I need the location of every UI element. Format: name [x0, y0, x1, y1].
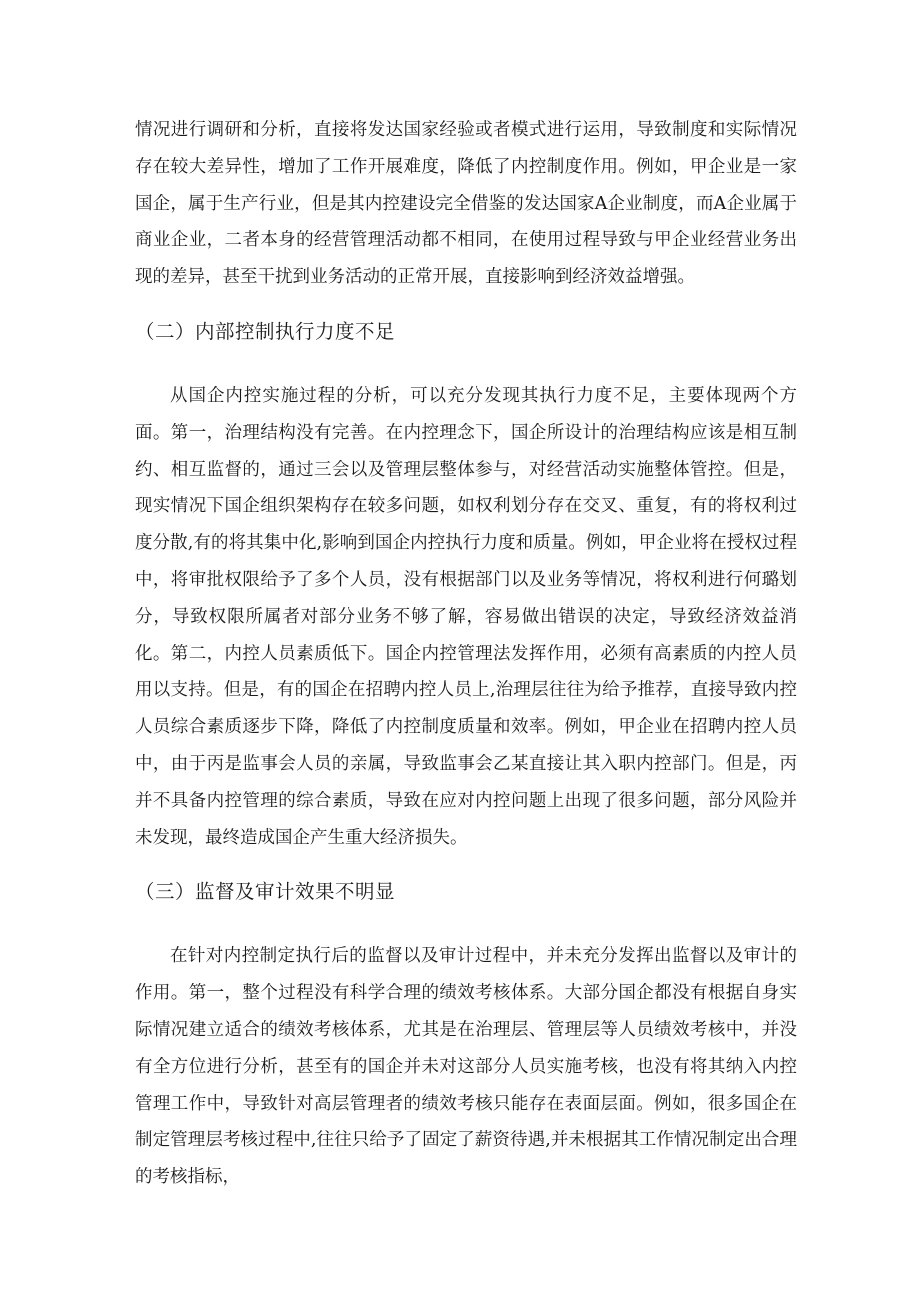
body-paragraph-1: 情况进行调研和分析，直接将发达国家经验或者模式进行运用，导致制度和实际情况存在较大差异性，增加了工作开展难度，降低了内控制度作用。例如，甲企业是一家国企，属于生产行业，但是其内控建设完全借鉴的发达国家A企业制度，而A企业属于商业企业，二者本身的经营管理活动都不相同，在使用过程导致与甲企业经营业务出现的差异，甚至干扰到业务活动的正常开展，直接影响到经济效益增强。: [135, 120, 797, 288]
body-paragraph-2: 从国企内控实施过程的分析，可以充分发现其执行力度不足，主要体现两个方面。第一，治理结构没有完善。在内控理念下，国企所设计的治理结构应该是相互制约、相互监督的，通过三会以及管理层整体参与，对经营活动实施整体管控。但是，现实情况下国企组织架构存在较多问题，如权利划分存在交叉、重复，有的将权利过度分散,有的将其集中化,影响到国企内控执行力度和质量。例如，甲企业将在授权过程中，将审批权限给予了多个人员，没有根据部门以及业务等情况，将权利进行何璐划分，导致权限所属者对部分业务不够了解，容易做出错误的决定，导致经济效益消化。第二，内控人员素质低下。国企内控管理法发挥作用，必须有高素质的内控人员用以支持。但是，有的国企在招聘内控人员上,治理层往往为给予推荐，直接导致内控人员综合素质逐步下降，降低了内控制度质量和效率。例如，甲企业在招聘内控人员中，由于丙是监事会人员的亲属，导致监事会乙某直接让其入职内控部门。但是，丙并不具备内控管理的综合素质，导致在应对内控问题上出现了很多问题，部分风险并未发现，最终造成国企产生重大经济损失。: [135, 385, 797, 848]
body-paragraph-3: 在针对内控制定执行后的监督以及审计过程中，并未充分发挥出监督以及审计的作用。第一，整个过程没有科学合理的绩效考核体系。大部分国企都没有根据自身实际情况建立适合的绩效考核体系，尤其是在治理层、管理层等人员绩效考核中，并没有全方位进行分析，甚至有的国企并未对这部分人员实施考核，也没有将其纳入内控管理工作中，导致针对高层管理者的绩效考核只能存在表面层面。例如，很多国企在制定管理层考核过程中,往往只给予了固定了薪资待遇,并未根据其工作情况制定出合理的考核指标，: [135, 946, 797, 1188]
section-heading-3: （三）监督及审计效果不明显: [135, 880, 396, 904]
document-page: [135, 112, 797, 1196]
section-heading-2: （二）内部控制执行力度不足: [135, 319, 396, 343]
